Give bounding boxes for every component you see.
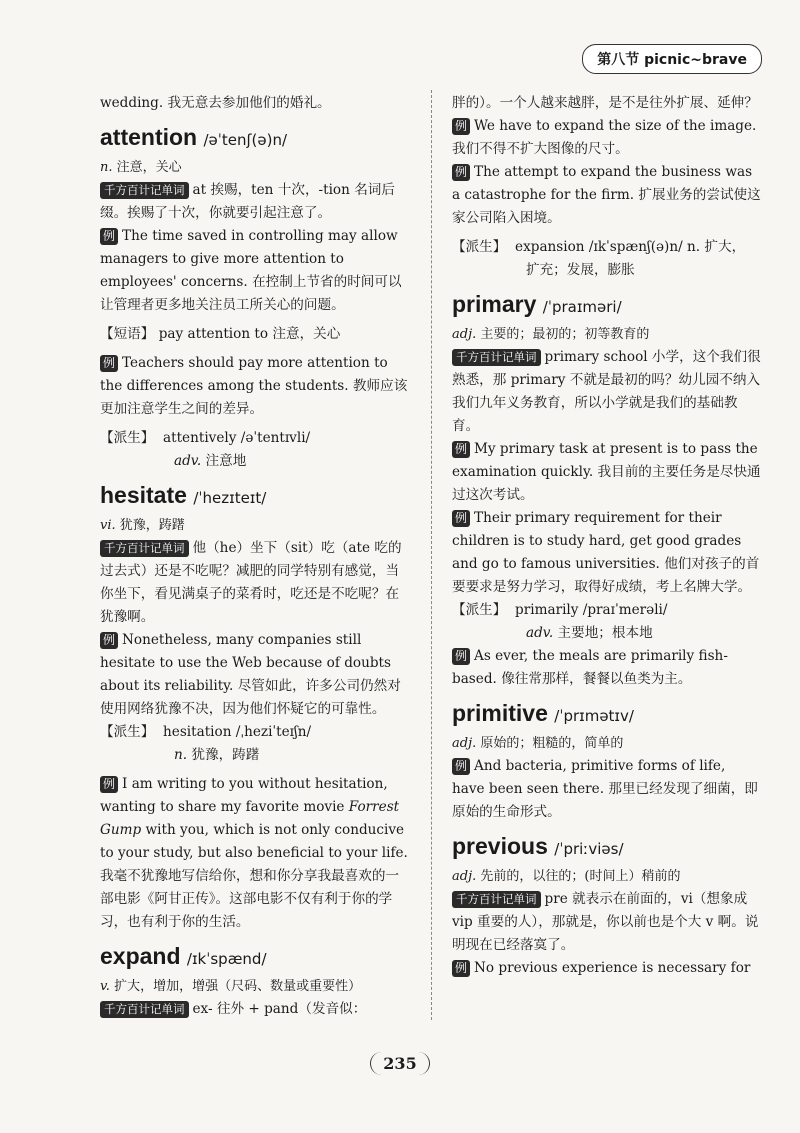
derivation xyxy=(100,721,410,767)
example xyxy=(100,225,410,317)
example-zh: 像往常那样，餐餐以鱼类为主。 xyxy=(501,671,692,687)
derivation xyxy=(100,427,410,473)
mnemonic-text: 他（he）坐下（sit）吃（ate 吃的过去式）还是不吃呢？减肥的同学特别有感觉，当你坐下，看见满桌子的菜肴时，吃还是不吃呢？在犹豫啊。 xyxy=(100,540,402,625)
definition xyxy=(452,323,762,346)
example-zh: 教师应该更加注意学生之间的差异。 xyxy=(100,378,408,417)
derivation xyxy=(452,236,762,282)
headword-text: primitive xyxy=(452,700,548,726)
headword-ipa: /ˈpraɪməri/ xyxy=(542,298,622,316)
example-en: Nonetheless, many companies still hesitate to use the Web because of doubts about its reliability. xyxy=(100,632,391,694)
derivation xyxy=(452,599,762,645)
mnemonic xyxy=(100,537,410,629)
meaning: 扩大，增加，增强（尺码、数量或重要性） xyxy=(114,979,362,994)
headword-text: previous xyxy=(452,833,548,859)
example-tag: 例 xyxy=(100,776,118,793)
example-zh: 我们不得不扩大图像的尺寸。 xyxy=(452,141,629,157)
mnemonic xyxy=(100,179,410,225)
example-zh: 扩展业务的尝试使这家公司陷入困境。 xyxy=(452,187,761,226)
example-en: My primary task at present is to pass the examination quickly. xyxy=(452,441,758,480)
derive-pos: n. xyxy=(174,747,188,763)
example-en: No previous experience is necessary for xyxy=(474,960,751,976)
definition xyxy=(100,514,410,537)
mnemonic xyxy=(452,888,762,957)
headword-primitive xyxy=(452,697,762,732)
derive-word: primarily /praɪˈmerəli/ xyxy=(515,602,668,618)
page-number-text: 235 xyxy=(370,1052,429,1075)
phrase-label: 【短语】 xyxy=(100,326,155,342)
example-tag: 例 xyxy=(452,960,470,977)
example-en: And bacteria, primitive forms of life, have been seen there. xyxy=(452,758,726,797)
definition xyxy=(100,975,410,998)
derive-pos: adv. xyxy=(174,453,202,469)
example-tag: 例 xyxy=(100,228,118,245)
page-number xyxy=(0,1052,800,1075)
example-tag: 例 xyxy=(452,441,470,458)
mnemonic xyxy=(100,998,410,1021)
mnemonic-tag: 千方百计记单词 xyxy=(452,891,541,908)
example-tag: 例 xyxy=(100,355,118,372)
example-en: Their primary requirement for their children is to study hard, get good grades and go to famous universities. xyxy=(452,510,742,572)
example xyxy=(100,629,410,721)
headword-text: primary xyxy=(452,291,537,317)
example xyxy=(452,438,762,507)
headword-previous xyxy=(452,830,762,865)
mnemonic-tag: 千方百计记单词 xyxy=(100,540,189,557)
meaning: 原始的；粗糙的，简单的 xyxy=(480,736,624,751)
headword-primary xyxy=(452,288,762,323)
mnemonic-text: pre 就表示在前面的，vi（想象成 vip 重要的人），那就是，你以前也是个大 v 啊。说明现在已经落寞了。 xyxy=(452,891,759,953)
derive-label: 【派生】 xyxy=(452,239,507,255)
headword-hesitate xyxy=(100,479,410,514)
pos-label: vi. xyxy=(100,518,116,533)
example-zh: 我毫不犹豫地写信给你，想和你分享我最喜欢的一部电影《阿甘正传》。这部电影不仅有利于你的学习，也有利于你的生活。 xyxy=(100,868,400,930)
mnemonic-tag: 千方百计记单词 xyxy=(452,349,541,366)
meaning: 先前的，以往的；(时间上）稍前的 xyxy=(480,869,681,884)
pos-label: adj. xyxy=(452,736,477,751)
example-zh: 他们对孩子的首要要求是努力学习，取得好成绩，考上名牌大学。 xyxy=(452,556,760,595)
example xyxy=(100,773,410,934)
movie-title: Forrest Gump xyxy=(100,799,400,838)
pos-label: adj. xyxy=(452,869,477,884)
example-tag: 例 xyxy=(452,648,470,665)
phrase-text: pay attention to 注意，关心 xyxy=(158,326,341,342)
example xyxy=(100,352,410,421)
section-tab: 第八节 picnic~brave xyxy=(582,44,762,74)
derive-meaning: 犹豫，踌躇 xyxy=(191,747,260,763)
headword-attention xyxy=(100,121,410,156)
example-tag: 例 xyxy=(452,118,470,135)
example-tag: 例 xyxy=(452,164,470,181)
left-column xyxy=(100,92,410,1021)
example-en-cont: with you, which is not only conducive to your study, but also beneficial to your life. xyxy=(100,822,408,861)
example-en: As ever, the meals are primarily fish-based. xyxy=(452,648,728,687)
pos-label: n. xyxy=(100,160,113,175)
meaning: 主要的；最初的；初等教育的 xyxy=(480,327,650,342)
headword-ipa: /ˈprɪmətɪv/ xyxy=(554,707,634,725)
derive-label: 【派生】 xyxy=(100,724,155,740)
example-tag: 例 xyxy=(100,632,118,649)
pos-label: v. xyxy=(100,979,110,994)
definition xyxy=(452,865,762,888)
derive-word: hesitation /ˌheziˈteɪʃn/ xyxy=(163,724,312,740)
mnemonic-tag: 千方百计记单词 xyxy=(100,182,189,199)
example xyxy=(452,755,762,824)
definition xyxy=(452,732,762,755)
example xyxy=(452,507,762,599)
derive-label: 【派生】 xyxy=(100,430,155,446)
right-column xyxy=(452,92,762,980)
example xyxy=(452,115,762,161)
meaning: 犹豫，踌躇 xyxy=(119,518,185,533)
derive-meaning: 注意地 xyxy=(205,453,247,469)
derive-meaning: 扩充；发展，膨胀 xyxy=(526,262,635,278)
column-divider xyxy=(431,90,432,1020)
intro-text: wedding. 我无意去参加他们的婚礼。 xyxy=(100,95,331,111)
derive-label: 【派生】 xyxy=(452,602,507,618)
mnemonic xyxy=(452,346,762,438)
headword-ipa: /ɪkˈspænd/ xyxy=(186,950,267,968)
mnemonic-text: at 挨赐，ten 十次，-tion 名词后缀。挨赐了十次，你就要引起注意了。 xyxy=(100,182,395,221)
headword-ipa: /əˈtenʃ(ə)n/ xyxy=(203,131,288,149)
example-en: We have to expand the size of the image. xyxy=(474,118,757,134)
definition xyxy=(100,156,410,179)
example xyxy=(452,161,762,230)
mnemonic-text: ex- 往外 + pand（发音似： xyxy=(192,1001,367,1017)
example-en: I am writing to you without hesitation, wanting to share my favorite movie xyxy=(100,776,388,815)
derive-word: expansion /ɪkˈspænʃ(ə)n/ n. 扩大， xyxy=(515,239,746,255)
example-tag: 例 xyxy=(452,758,470,775)
derive-word: attentively /əˈtentɪvli/ xyxy=(163,430,311,446)
example-zh: 在控制上节省的时间可以让管理者更多地关注员工所关心的问题。 xyxy=(100,274,402,313)
example-en: Teachers should pay more attention to the differences among the students. xyxy=(100,355,388,394)
meaning: 注意，关心 xyxy=(116,160,182,175)
pos-label: adj. xyxy=(452,327,477,342)
example xyxy=(452,957,762,980)
headword-text: expand xyxy=(100,943,181,969)
example-zh: 我目前的主要任务是尽快通过这次考试。 xyxy=(452,464,761,503)
expand-continuation: 胖的）。一个人越来越胖，是不是往外扩展、延伸？ xyxy=(452,95,758,111)
derive-meaning: 主要地；根本地 xyxy=(557,625,653,641)
derive-pos: adv. xyxy=(526,625,554,641)
example xyxy=(452,645,762,691)
headword-text: attention xyxy=(100,124,198,150)
headword-text: hesitate xyxy=(100,482,187,508)
example-zh: 那里已经发现了细菌，即原始的生命形式。 xyxy=(452,781,758,820)
example-tag: 例 xyxy=(452,510,470,527)
example-en: The time saved in controlling may allow managers to give more attention to employees' concerns. xyxy=(100,228,398,290)
phrase xyxy=(100,323,410,346)
headword-ipa: /ˈpriːviəs/ xyxy=(554,840,624,858)
mnemonic-tag: 千方百计记单词 xyxy=(100,1001,189,1018)
headword-expand xyxy=(100,940,410,975)
example-en: The attempt to expand the business was a catastrophe for the firm. xyxy=(452,164,753,203)
headword-ipa: /ˈhezɪteɪt/ xyxy=(193,489,267,507)
mnemonic-text: primary school 小学，这个我们很熟悉，那 primary 不就是最初的吗？幼儿园不纳入我们九年义务教育，所以小学就是我们的基础教育。 xyxy=(452,349,761,434)
example-zh: 尽管如此，许多公司仍然对使用网络犹豫不决，因为他们怀疑它的可靠性。 xyxy=(100,678,401,717)
